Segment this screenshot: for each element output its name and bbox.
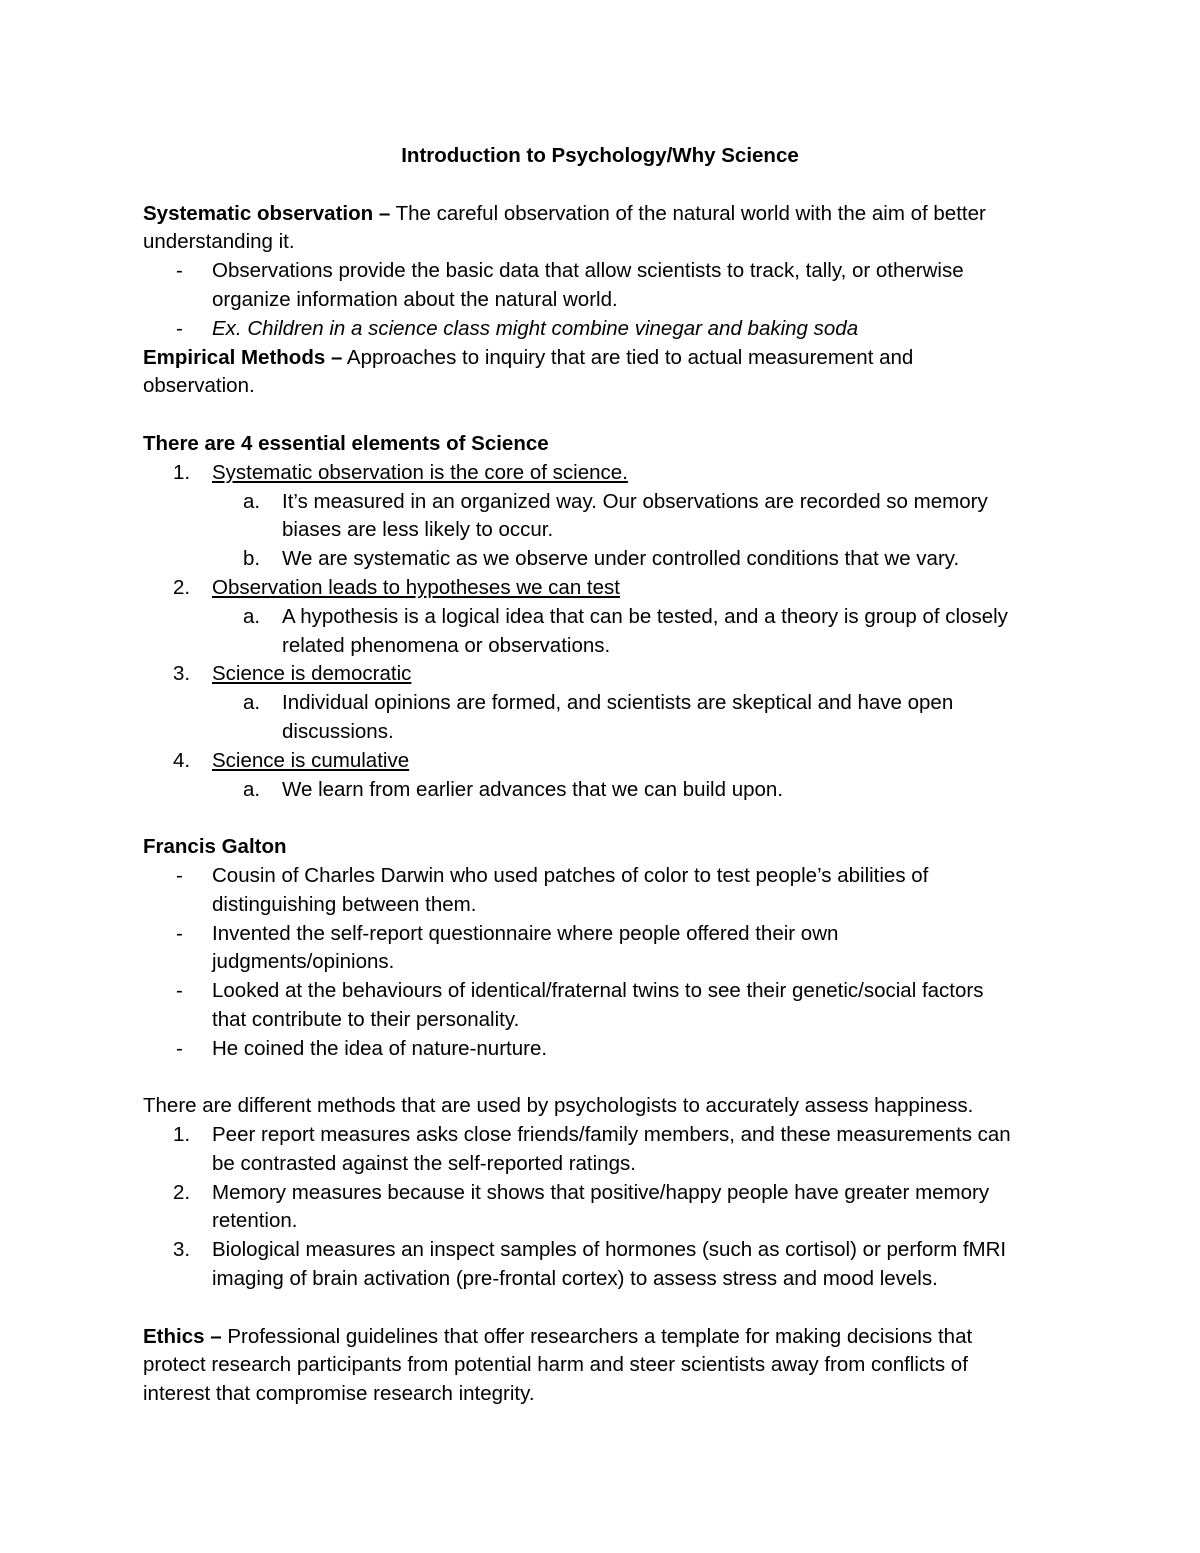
- list-item: [143, 689, 1058, 747]
- list-item: [143, 545, 1058, 574]
- bullet-marker: -: [176, 1036, 183, 1060]
- list-text: Peer report measures asks close friends/family members, and these measurements can: [212, 1123, 1011, 1147]
- bullet-text: Invented the self-report questionnaire where people offered their own: [212, 921, 839, 945]
- systematic-def-1: The careful observation of the natural world with the aim of better: [390, 201, 986, 225]
- list-number: 4.: [173, 748, 191, 772]
- bullet-marker: -: [176, 863, 183, 887]
- list-item: [143, 315, 1058, 344]
- ethics-def-2: protect research participants from potential harm and steer scientists away from conflicts of: [143, 1353, 968, 1377]
- systematic-term: Systematic observation –: [143, 201, 391, 225]
- list-item: [143, 862, 1058, 920]
- empirical-definition: [143, 344, 1058, 373]
- sub-text: It’s measured in an organized way. Our observations are recorded so memory: [282, 489, 988, 513]
- list-item: [143, 660, 1058, 689]
- empirical-def-1: Approaches to inquiry that are tied to actual measurement and: [342, 345, 914, 369]
- bullet-text: Cousin of Charles Darwin who used patches of color to test people’s abilities of: [212, 863, 929, 887]
- list-item: [143, 1121, 1058, 1179]
- ethics-def-3: interest that compromise research integrity.: [143, 1382, 535, 1406]
- list-letter: a.: [243, 604, 261, 628]
- systematic-definition: [143, 200, 1058, 229]
- sub-text: Individual opinions are formed, and scientists are skeptical and have open: [282, 691, 954, 715]
- list-number: 2.: [173, 575, 191, 599]
- list-text: retention.: [212, 1209, 298, 1233]
- bullet-marker: -: [176, 259, 183, 283]
- list-item: [143, 459, 1058, 488]
- spacer: [143, 401, 1058, 430]
- page-title: Introduction to Psychology/Why Science: [401, 144, 799, 167]
- sub-text: related phenomena or observations.: [282, 633, 611, 657]
- list-letter: a.: [243, 777, 261, 801]
- bullet-marker: -: [176, 979, 183, 1003]
- list-text: Memory measures because it shows that positive/happy people have greater memory: [212, 1180, 990, 1204]
- list-item: [143, 1236, 1058, 1294]
- happiness-intro: There are different methods that are used by psychologists to accurately assess happiness.: [143, 1094, 974, 1118]
- elements-heading: There are 4 essential elements of Science: [143, 431, 549, 455]
- bullet-text: organize information about the natural world.: [212, 287, 618, 311]
- bullet-text: Ex. Children in a science class might combine vinegar and baking soda: [212, 316, 859, 340]
- list-text: Biological measures an inspect samples of hormones (such as cortisol) or perform fMRI: [212, 1238, 1007, 1262]
- systematic-def-2: understanding it.: [143, 230, 295, 254]
- list-number: 2.: [173, 1180, 191, 1204]
- list-item: [143, 488, 1058, 546]
- element-label: Science is cumulative: [212, 748, 410, 772]
- element-label: Science is democratic: [212, 662, 412, 686]
- bullet-text: Observations provide the basic data that allow scientists to track, tally, or otherwise: [212, 259, 964, 283]
- list-item: [143, 1035, 1058, 1064]
- sub-text: A hypothesis is a logical idea that can be tested, and a theory is group of closely: [282, 604, 1008, 628]
- ethics-term: Ethics –: [143, 1324, 222, 1348]
- document-body: [143, 142, 1058, 1409]
- list-text: be contrasted against the self-reported ratings.: [212, 1151, 636, 1175]
- spacer: [143, 171, 1058, 200]
- galton-heading: Francis Galton: [143, 835, 287, 859]
- element-label: Observation leads to hypotheses we can test: [212, 575, 620, 599]
- sub-text: biases are less likely to occur.: [282, 518, 554, 542]
- list-item: [143, 1179, 1058, 1237]
- bullet-text: judgments/opinions.: [212, 950, 395, 974]
- bullet-text: He coined the idea of nature-nurture.: [212, 1036, 548, 1060]
- bullet-text: that contribute to their personality.: [212, 1007, 520, 1031]
- sub-text: discussions.: [282, 719, 394, 743]
- list-number: 3.: [173, 1238, 191, 1262]
- sub-text: We learn from earlier advances that we can build upon.: [282, 777, 784, 801]
- empirical-def-2: observation.: [143, 374, 255, 398]
- list-item: [143, 574, 1058, 603]
- list-number: 1.: [173, 460, 191, 484]
- ethics-def-1: Professional guidelines that offer researchers a template for making decisions that: [221, 1324, 973, 1348]
- list-item: [143, 776, 1058, 805]
- spacer: [143, 1294, 1058, 1323]
- list-item: [143, 257, 1058, 315]
- sub-text: We are systematic as we observe under controlled conditions that we vary.: [282, 547, 960, 571]
- ethics-definition: [143, 1323, 1058, 1352]
- bullet-marker: -: [176, 921, 183, 945]
- list-item: [143, 977, 1058, 1035]
- list-item: [143, 920, 1058, 978]
- list-letter: a.: [243, 691, 261, 715]
- list-text: imaging of brain activation (pre-frontal cortex) to assess stress and mood levels.: [212, 1267, 938, 1291]
- spacer: [143, 804, 1058, 833]
- bullet-text: distinguishing between them.: [212, 892, 477, 916]
- bullet-marker: -: [176, 316, 183, 340]
- list-number: 1.: [173, 1123, 191, 1147]
- bullet-text: Looked at the behaviours of identical/fraternal twins to see their genetic/social factors: [212, 979, 984, 1003]
- list-item: [143, 747, 1058, 776]
- list-number: 3.: [173, 662, 191, 686]
- list-item: [143, 603, 1058, 661]
- empirical-term: Empirical Methods –: [143, 345, 343, 369]
- spacer: [143, 1064, 1058, 1093]
- list-letter: b.: [243, 547, 261, 571]
- element-label: Systematic observation is the core of science.: [212, 460, 628, 484]
- list-letter: a.: [243, 489, 261, 513]
